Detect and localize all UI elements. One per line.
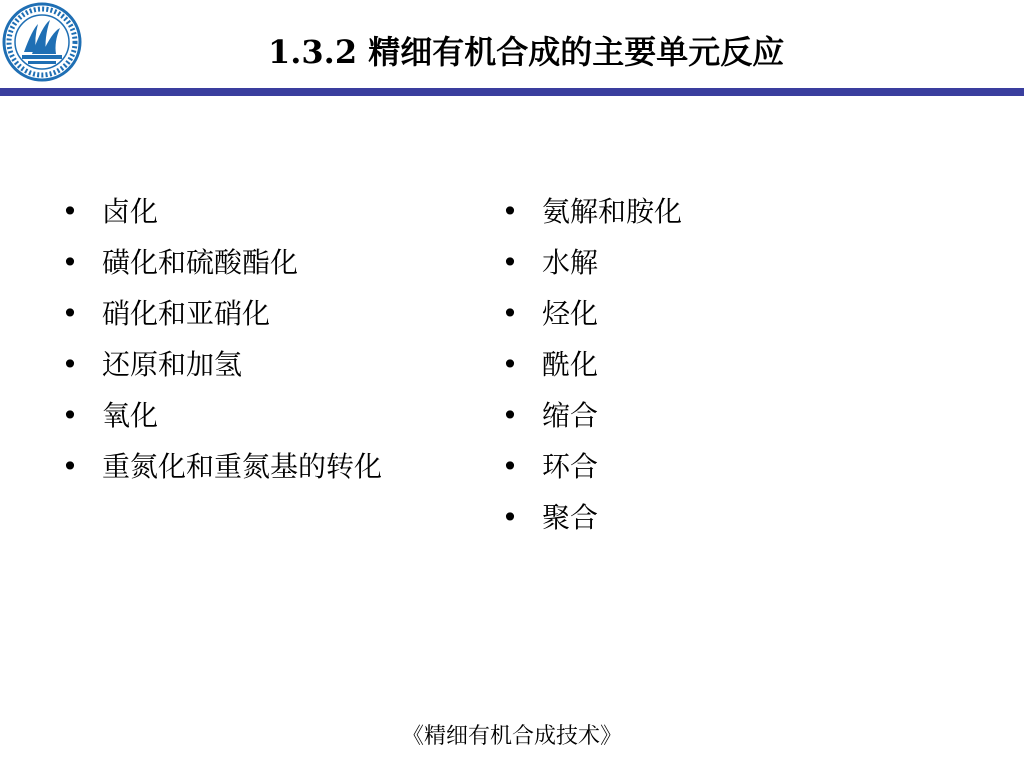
bullet: • [61, 399, 79, 432]
list-item [500, 237, 860, 288]
list-item [500, 492, 860, 543]
bullet: • [61, 195, 79, 228]
list-item [60, 339, 440, 390]
list-item [500, 339, 860, 390]
bullet: • [501, 297, 519, 330]
bullet: • [501, 501, 519, 534]
list-item-label: 还原和加氢 [102, 348, 243, 381]
list-item-label: 氨解和胺化 [542, 195, 683, 228]
list-item [60, 186, 440, 237]
list-item-label: 聚合 [542, 501, 599, 534]
list-item-label: 重氮化和重氮基的转化 [102, 450, 383, 483]
list-item [500, 441, 860, 492]
list-item-label: 卤化 [102, 195, 159, 228]
list-item [60, 237, 440, 288]
list-item [60, 288, 440, 339]
bullet: • [61, 246, 79, 279]
bullet: • [501, 450, 519, 483]
page-title: 1.3.2 精细有机合成的主要单元反应 [268, 33, 785, 71]
university-seal-icon [2, 2, 82, 82]
bullet: • [501, 348, 519, 381]
reaction-list-right [500, 186, 860, 543]
list-item [60, 390, 440, 441]
list-item-label: 环合 [542, 450, 599, 483]
bullet: • [501, 246, 519, 279]
list-item [500, 186, 860, 237]
bullet: • [501, 399, 519, 432]
bullet: • [61, 348, 79, 381]
list-item-label: 水解 [542, 246, 599, 279]
list-item [500, 288, 860, 339]
list-item-label: 磺化和硫酸酯化 [102, 246, 299, 279]
footer-course-title: 《精细有机合成技术》 [401, 724, 622, 749]
list-item-label: 氧化 [102, 399, 159, 432]
list-item-label: 烃化 [542, 297, 599, 330]
list-item-label: 缩合 [542, 399, 599, 432]
bullet: • [61, 450, 79, 483]
bullet: • [501, 195, 519, 228]
reaction-list-left [60, 186, 440, 492]
list-item-label: 硝化和亚硝化 [102, 297, 271, 330]
title-divider [0, 88, 1024, 96]
list-item [60, 441, 440, 492]
list-item-label: 酰化 [542, 348, 599, 381]
list-item [500, 390, 860, 441]
bullet: • [61, 297, 79, 330]
